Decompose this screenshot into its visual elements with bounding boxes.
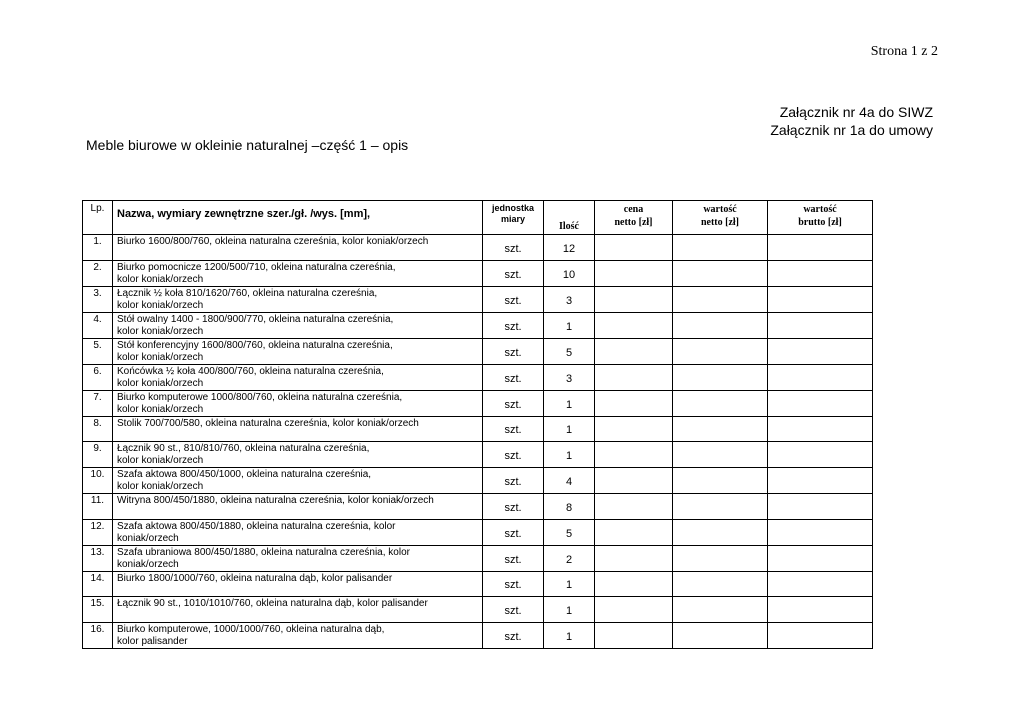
row-net-value-cell[interactable] <box>673 494 768 520</box>
row-name-line2: kolor koniak/orzech <box>117 403 204 415</box>
row-price-cell[interactable] <box>595 545 673 571</box>
annex-line-contract: Załącznik nr 1a do umowy <box>770 122 933 138</box>
header-unit-line1: jednostka <box>491 203 534 213</box>
row-gross-value-cell[interactable] <box>768 442 873 468</box>
page-number: Strona 1 z 2 <box>870 44 938 59</box>
row-lp: 16. <box>83 622 113 648</box>
row-price-cell[interactable] <box>595 622 673 648</box>
row-price-cell[interactable] <box>595 571 673 597</box>
header-name: Nazwa, wymiary zewnętrzne szer./gł. /wys. [mm], <box>113 201 483 235</box>
header-price <box>595 201 673 235</box>
header-net-line1: wartość <box>703 204 737 215</box>
row-qty: 12 <box>544 235 595 261</box>
row-name <box>113 312 483 338</box>
row-qty: 5 <box>544 519 595 545</box>
header-gross-line1: wartość <box>803 204 837 215</box>
table-row <box>83 468 873 494</box>
header-price-line1: cena <box>623 204 644 215</box>
document-title: Meble biurowe w okleinie naturalnej –część 1 – opis <box>86 137 409 153</box>
row-unit: szt. <box>483 416 544 442</box>
row-qty: 1 <box>544 390 595 416</box>
row-name <box>113 286 483 312</box>
row-unit: szt. <box>483 545 544 571</box>
row-name <box>113 468 483 494</box>
row-unit: szt. <box>483 519 544 545</box>
row-name-line1: Witryna 800/450/1880, okleina naturalna czereśnia, kolor koniak/orzech <box>117 495 434 506</box>
row-lp: 13. <box>83 545 113 571</box>
row-qty: 3 <box>544 364 595 390</box>
row-name-line2: kolor koniak/orzech <box>117 325 204 337</box>
row-name-line1: Końcówka ½ koła 400/800/760, okleina naturalna czereśnia, <box>117 365 384 377</box>
header-net-value <box>673 201 768 235</box>
row-net-value-cell[interactable] <box>673 468 768 494</box>
row-name-line2: kolor palisander <box>117 635 188 647</box>
row-name-line1: Biurko komputerowe 1000/800/760, okleina naturalna czereśnia, <box>117 391 403 403</box>
row-name-line1: Biurko pomocnicze 1200/500/710, okleina naturalna czereśnia, <box>117 261 396 273</box>
row-name-line1: Łącznik ½ koła 810/1620/760, okleina naturalna czereśnia, <box>117 287 378 299</box>
row-net-value-cell[interactable] <box>673 416 768 442</box>
row-net-value-cell[interactable] <box>673 519 768 545</box>
row-unit: szt. <box>483 571 544 597</box>
row-name-line1: Łącznik 90 st., 810/810/760, okleina naturalna czereśnia, <box>117 443 370 454</box>
row-lp: 5. <box>83 338 113 364</box>
row-price-cell[interactable] <box>595 364 673 390</box>
row-net-value-cell[interactable] <box>673 545 768 571</box>
table-row <box>83 286 873 312</box>
row-lp: 15. <box>83 597 113 623</box>
row-name-line2: kolor koniak/orzech <box>117 455 204 466</box>
row-gross-value-cell[interactable] <box>768 312 873 338</box>
row-unit: szt. <box>483 312 544 338</box>
row-gross-value-cell[interactable] <box>768 468 873 494</box>
table-row <box>83 416 873 442</box>
row-name-line1: Szafa aktowa 800/450/1880, okleina naturalna czereśnia, kolor <box>117 520 396 532</box>
row-lp: 14. <box>83 571 113 597</box>
row-lp: 9. <box>83 442 113 468</box>
row-net-value-cell[interactable] <box>673 312 768 338</box>
row-gross-value-cell[interactable] <box>768 571 873 597</box>
row-net-value-cell[interactable] <box>673 622 768 648</box>
row-gross-value-cell[interactable] <box>768 494 873 520</box>
row-name <box>113 442 483 468</box>
row-name <box>113 364 483 390</box>
row-name-line2: koniak/orzech <box>117 532 179 544</box>
items-table <box>82 200 873 649</box>
row-lp: 3. <box>83 286 113 312</box>
row-gross-value-cell[interactable] <box>768 338 873 364</box>
row-gross-value-cell[interactable] <box>768 519 873 545</box>
row-lp: 6. <box>83 364 113 390</box>
row-qty: 10 <box>544 260 595 286</box>
row-unit: szt. <box>483 364 544 390</box>
row-price-cell[interactable] <box>595 494 673 520</box>
row-name-line1: Szafa aktowa 800/450/1000, okleina naturalna czereśnia, <box>117 469 372 480</box>
row-name <box>113 622 483 648</box>
row-net-value-cell[interactable] <box>673 364 768 390</box>
row-name <box>113 390 483 416</box>
row-name-line1: Stół konferencyjny 1600/800/760, okleina naturalna czereśnia, <box>117 339 393 351</box>
header-net-line2: netto [zł] <box>700 217 740 228</box>
row-name-line1: Biurko 1600/800/760, okleina naturalna czereśnia, kolor koniak/orzech <box>117 236 429 247</box>
row-name <box>113 235 483 261</box>
header-unit-line2: miary <box>500 214 526 224</box>
row-name <box>113 571 483 597</box>
header-gross-line2: brutto [zł] <box>798 217 842 228</box>
annex-heading <box>770 103 933 139</box>
row-qty: 8 <box>544 494 595 520</box>
row-qty: 4 <box>544 468 595 494</box>
row-net-value-cell[interactable] <box>673 338 768 364</box>
row-qty: 3 <box>544 286 595 312</box>
row-price-cell[interactable] <box>595 235 673 261</box>
row-unit: szt. <box>483 260 544 286</box>
table-row <box>83 442 873 468</box>
row-price-cell[interactable] <box>595 338 673 364</box>
row-net-value-cell[interactable] <box>673 390 768 416</box>
row-name <box>113 545 483 571</box>
row-name-line2: kolor koniak/orzech <box>117 377 204 389</box>
row-gross-value-cell[interactable] <box>768 597 873 623</box>
table-row <box>83 312 873 338</box>
row-qty: 1 <box>544 622 595 648</box>
row-net-value-cell[interactable] <box>673 260 768 286</box>
row-unit: szt. <box>483 235 544 261</box>
row-name-line1: Łącznik 90 st., 1010/1010/760, okleina naturalna dąb, kolor palisander <box>117 598 428 609</box>
row-net-value-cell[interactable] <box>673 442 768 468</box>
row-lp: 2. <box>83 260 113 286</box>
table-row <box>83 494 873 520</box>
row-gross-value-cell[interactable] <box>768 235 873 261</box>
table-body <box>83 235 873 649</box>
header-lp: Lp. <box>83 201 113 235</box>
row-price-cell[interactable] <box>595 468 673 494</box>
row-name-line2: kolor koniak/orzech <box>117 481 204 492</box>
row-net-value-cell[interactable] <box>673 571 768 597</box>
row-price-cell[interactable] <box>595 260 673 286</box>
row-gross-value-cell[interactable] <box>768 260 873 286</box>
row-name-line2: kolor koniak/orzech <box>117 351 204 363</box>
row-name-line2: koniak/orzech <box>117 558 179 570</box>
table-header-row <box>83 201 873 235</box>
header-qty: Ilość <box>544 201 595 235</box>
row-name <box>113 260 483 286</box>
row-qty: 1 <box>544 597 595 623</box>
row-net-value-cell[interactable] <box>673 235 768 261</box>
row-name-line1: Stolik 700/700/580, okleina naturalna czereśnia, kolor koniak/orzech <box>117 417 419 429</box>
table-row <box>83 260 873 286</box>
table-row <box>83 235 873 261</box>
row-name-line2: kolor koniak/orzech <box>117 273 204 285</box>
row-qty: 1 <box>544 416 595 442</box>
table-row <box>83 519 873 545</box>
row-gross-value-cell[interactable] <box>768 390 873 416</box>
row-qty: 2 <box>544 545 595 571</box>
row-lp: 12. <box>83 519 113 545</box>
row-price-cell[interactable] <box>595 597 673 623</box>
row-unit: szt. <box>483 468 544 494</box>
table-row <box>83 571 873 597</box>
row-name-line2: kolor koniak/orzech <box>117 299 204 311</box>
row-qty: 1 <box>544 571 595 597</box>
table-row <box>83 364 873 390</box>
row-unit: szt. <box>483 597 544 623</box>
row-price-cell[interactable] <box>595 390 673 416</box>
row-unit: szt. <box>483 442 544 468</box>
row-gross-value-cell[interactable] <box>768 364 873 390</box>
row-lp: 8. <box>83 416 113 442</box>
header-unit <box>483 201 544 235</box>
row-gross-value-cell[interactable] <box>768 622 873 648</box>
row-unit: szt. <box>483 338 544 364</box>
row-unit: szt. <box>483 622 544 648</box>
row-qty: 1 <box>544 312 595 338</box>
row-lp: 4. <box>83 312 113 338</box>
row-lp: 11. <box>83 494 113 520</box>
row-lp: 1. <box>83 235 113 261</box>
row-net-value-cell[interactable] <box>673 597 768 623</box>
row-gross-value-cell[interactable] <box>768 286 873 312</box>
annex-line-siwz: Załącznik nr 4a do SIWZ <box>779 104 933 120</box>
row-name-line1: Biurko komputerowe, 1000/1000/760, okleina naturalna dąb, <box>117 623 385 635</box>
row-name-line1: Biurko 1800/1000/760, okleina naturalna dąb, kolor palisander <box>117 572 393 584</box>
row-unit: szt. <box>483 494 544 520</box>
row-unit: szt. <box>483 390 544 416</box>
row-qty: 1 <box>544 442 595 468</box>
row-gross-value-cell[interactable] <box>768 545 873 571</box>
row-name <box>113 597 483 623</box>
row-price-cell[interactable] <box>595 312 673 338</box>
table-row <box>83 622 873 648</box>
table-row <box>83 338 873 364</box>
row-price-cell[interactable] <box>595 519 673 545</box>
row-name-line1: Stół owalny 1400 - 1800/900/770, okleina naturalna czereśnia, <box>117 313 394 325</box>
row-name <box>113 338 483 364</box>
table-row <box>83 545 873 571</box>
header-price-line2: netto [zł] <box>614 217 653 228</box>
row-price-cell[interactable] <box>595 286 673 312</box>
row-gross-value-cell[interactable] <box>768 416 873 442</box>
row-unit: szt. <box>483 286 544 312</box>
row-name <box>113 519 483 545</box>
row-price-cell[interactable] <box>595 416 673 442</box>
row-name-line1: Szafa ubraniowa 800/450/1880, okleina naturalna czereśnia, kolor <box>117 546 410 558</box>
table-row <box>83 390 873 416</box>
row-name <box>113 416 483 442</box>
row-qty: 5 <box>544 338 595 364</box>
row-name <box>113 494 483 520</box>
row-lp: 7. <box>83 390 113 416</box>
row-lp: 10. <box>83 468 113 494</box>
row-net-value-cell[interactable] <box>673 286 768 312</box>
row-price-cell[interactable] <box>595 442 673 468</box>
table-row <box>83 597 873 623</box>
header-gross-value <box>768 201 873 235</box>
